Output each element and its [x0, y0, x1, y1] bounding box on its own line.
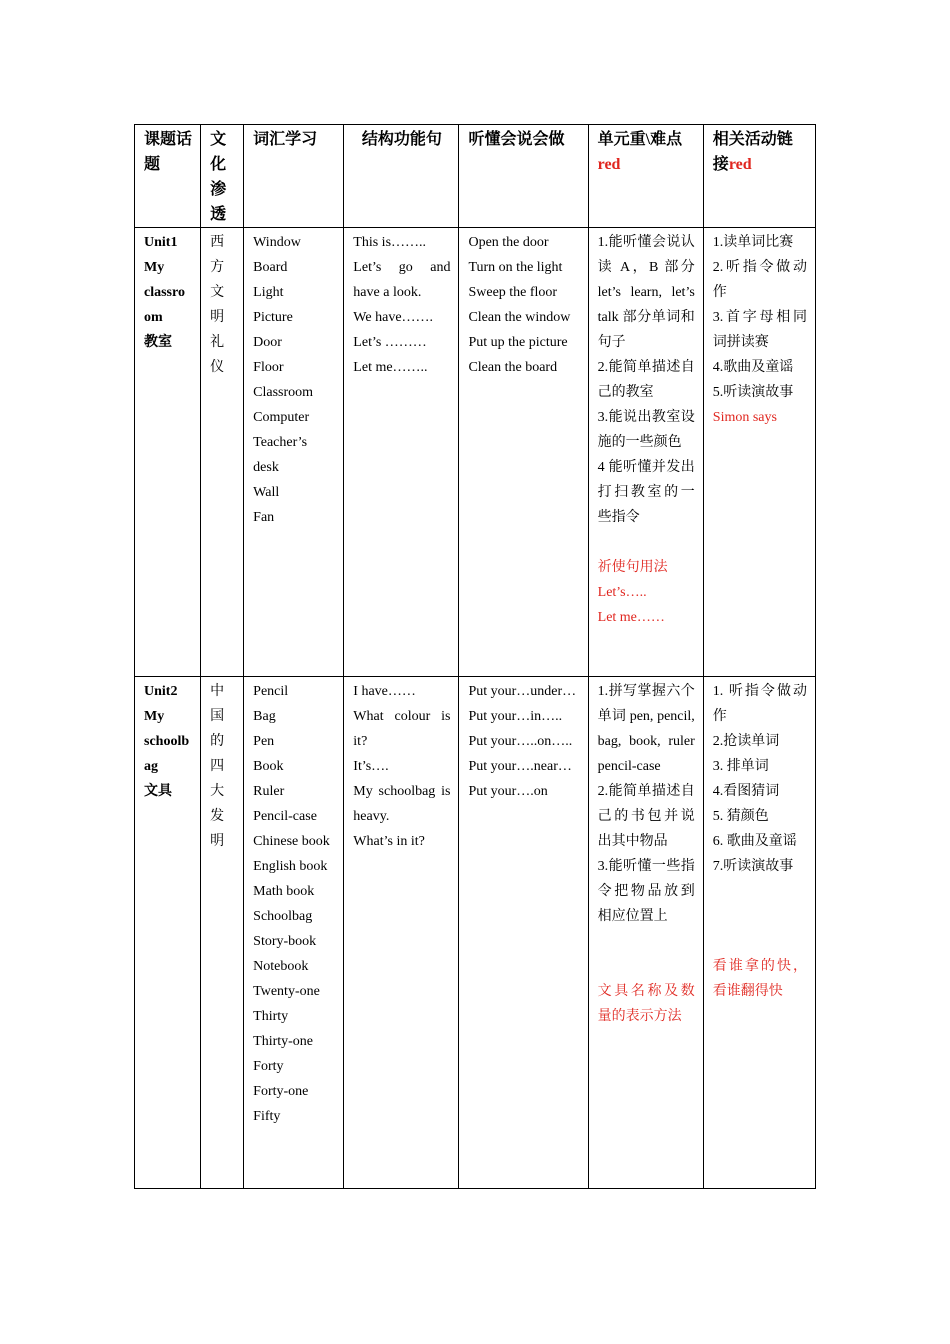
activity-cell: 1. 听指令做动作 2.抢读单词 3. 排单词 4.看图猜词 5. 猜颜色 6. 歌曲及童谣 7.听读演故事 看谁拿的快，看谁翻得快 — [703, 677, 815, 1189]
listen-cell: Open the door Turn on the light Sweep the floor Clean the window Put up the picture Clean the board — [459, 228, 588, 677]
activity-cell: 1.读单词比赛 2.听指令做动作 3.首字母相同词拼读赛 4.歌曲及童谣 5.听读演故事 Simon says — [703, 228, 815, 677]
header-row — [135, 125, 816, 228]
header-vocab: 词汇学习 — [244, 125, 344, 228]
header-focus: 单元重\难点red — [588, 125, 703, 228]
vocab-cell: Window Board Light Picture Door Floor Classroom Computer Teacher’s desk Wall Fan — [244, 228, 344, 677]
focus-cell: 1.拼写掌握六个单词 pen, pencil, bag, book, ruler pencil-case 2.能简单描述自己的书包并说出其中物品 3.能听懂一些指令把物品放到相应位置上 文具名称及数量的表示方法 — [588, 677, 703, 1189]
header-listen: 听懂会说会做 — [459, 125, 588, 228]
unit-row — [135, 677, 816, 1189]
culture-cell: 中 国 的 四 大 发 明 — [201, 677, 244, 1189]
culture-cell: 西 方 文 明 礼 仪 — [201, 228, 244, 677]
focus-cell: 1.能听懂会说认读 A，B 部分 let’s learn, let’s talk 部分单词和句子 2.能简单描述自己的教室 3.能说出教室设施的一些颜色 4 能听懂并发出打扫教室的一些指令 祈使句用法 Let’s….. Let me…… — [588, 228, 703, 677]
header-culture: 文化渗透 — [201, 125, 244, 228]
listen-cell: Put your…under… Put your…in….. Put your…..on….. Put your….near… Put your….on — [459, 677, 588, 1189]
unit-cell: Unit1 My classro om 教室 — [135, 228, 201, 677]
header-activity-red: red — [728, 156, 752, 173]
structure-cell: I have…… What colour is it? It’s…. My schoolbag is heavy. What’s in it? — [344, 677, 459, 1189]
header-topic: 课题话题 — [135, 125, 201, 228]
header-structure: 结构功能句 — [344, 125, 459, 228]
header-activity: 相关活动链接red — [703, 125, 815, 228]
structure-cell: This is…….. Let’s go and have a look. We have……. Let’s ……… Let me…….. — [344, 228, 459, 677]
unit-row — [135, 228, 816, 677]
unit-cell: Unit2 My schoolb ag 文具 — [135, 677, 201, 1189]
vocab-cell: Pencil Bag Pen Book Ruler Pencil-case Chinese book English book Math book Schoolbag Story-book Notebook Twenty-one Thirty Thirty-one Forty Forty-one Fifty — [244, 677, 344, 1189]
lesson-plan-table — [134, 124, 816, 1189]
header-focus-red: red — [597, 156, 621, 173]
